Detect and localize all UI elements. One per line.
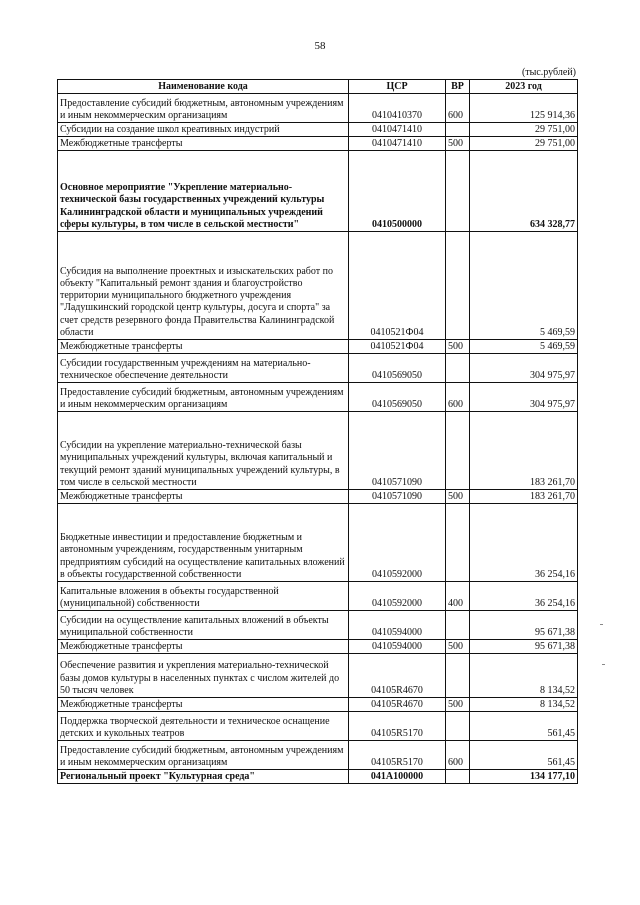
row-vr bbox=[446, 412, 470, 490]
row-vr bbox=[446, 611, 470, 640]
row-name: Субсидии на осуществление капитальных вложений в объекты муниципальной собственности bbox=[58, 611, 349, 640]
row-vr: 500 bbox=[446, 640, 470, 654]
table-row bbox=[58, 490, 578, 504]
row-vr: 600 bbox=[446, 383, 470, 412]
row-csr: 0410571090 bbox=[349, 490, 446, 504]
row-amount: 95 671,38 bbox=[470, 640, 578, 654]
row-name: Субсидии на укрепление материально-технической базы муниципальных учреждений культуры, включая капитальный и текущий ремонт зданий муниципальных учреждений культуры, в том числе в сельской местности bbox=[58, 412, 349, 490]
row-amount: 125 914,36 bbox=[470, 94, 578, 123]
row-amount: 561,45 bbox=[470, 741, 578, 770]
row-amount: 36 254,16 bbox=[470, 582, 578, 611]
row-amount: 8 134,52 bbox=[470, 698, 578, 712]
row-csr: 0410569050 bbox=[349, 383, 446, 412]
row-name: Субсидия на выполнение проектных и изыскательских работ по объекту "Капитальный ремонт здания и благоустройство территории муниципального бюджетного учреждения "Ладушкинский городской центр культуры, досуга и спорта" за счет средств резервного фонда Правительства Калининградской области bbox=[58, 232, 349, 340]
table-row bbox=[58, 698, 578, 712]
row-amount: 134 177,10 bbox=[470, 770, 578, 784]
row-csr: 0410594000 bbox=[349, 640, 446, 654]
row-csr: 0410592000 bbox=[349, 582, 446, 611]
header-name: Наименование кода bbox=[58, 80, 349, 94]
row-vr bbox=[446, 712, 470, 741]
row-name: Межбюджетные трансферты bbox=[58, 490, 349, 504]
row-name: Предоставление субсидий бюджетным, автономным учреждениям и иным некоммерческим организациям bbox=[58, 741, 349, 770]
table-row bbox=[58, 640, 578, 654]
row-name: Основное мероприятие "Укрепление материально-технической базы государственных учреждений культуры Калининградской области и муниципальных учреждений сферы культуры, в том числе в сельской местности" bbox=[58, 151, 349, 232]
row-name: Субсидии на создание школ креативных индустрий bbox=[58, 123, 349, 137]
row-name: Межбюджетные трансферты bbox=[58, 340, 349, 354]
table-row bbox=[58, 582, 578, 611]
table-row bbox=[58, 137, 578, 151]
scan-speck bbox=[602, 664, 605, 665]
row-amount: 29 751,00 bbox=[470, 123, 578, 137]
row-name: Обеспечение развития и укрепления материально-технической базы домов культуры в населенных пунктах с числом жителей до 50 тысяч человек bbox=[58, 654, 349, 698]
row-name: Межбюджетные трансферты bbox=[58, 698, 349, 712]
row-csr: 0410471410 bbox=[349, 123, 446, 137]
table-row bbox=[58, 340, 578, 354]
row-amount: 183 261,70 bbox=[470, 412, 578, 490]
row-name: Капитальные вложения в объекты государственной (муниципальной) собственности bbox=[58, 582, 349, 611]
row-csr: 0410569050 bbox=[349, 354, 446, 383]
table-row bbox=[58, 504, 578, 582]
row-csr: 0410410370 bbox=[349, 94, 446, 123]
row-name: Субсидии государственным учреждениям на материально-техническое обеспечение деятельности bbox=[58, 354, 349, 383]
table-row bbox=[58, 611, 578, 640]
row-vr: 600 bbox=[446, 94, 470, 123]
row-csr: 04105R5170 bbox=[349, 712, 446, 741]
row-name: Бюджетные инвестиции и предоставление бюджетным и автономным учреждениям, государственным унитарным предприятиям субсидий на осуществление капитальных вложений в объекты государственной собственности bbox=[58, 504, 349, 582]
row-vr: 500 bbox=[446, 137, 470, 151]
row-vr: 500 bbox=[446, 490, 470, 504]
row-name: Поддержка творческой деятельности и техническое оснащение детских и кукольных театров bbox=[58, 712, 349, 741]
row-name: Предоставление субсидий бюджетным, автономным учреждениям и иным некоммерческим организациям bbox=[58, 383, 349, 412]
row-csr: 0410592000 bbox=[349, 504, 446, 582]
row-name: Межбюджетные трансферты bbox=[58, 137, 349, 151]
row-amount: 5 469,59 bbox=[470, 232, 578, 340]
row-amount: 183 261,70 bbox=[470, 490, 578, 504]
table-row bbox=[58, 354, 578, 383]
row-vr bbox=[446, 654, 470, 698]
row-csr: 04105R5170 bbox=[349, 741, 446, 770]
table-row bbox=[58, 412, 578, 490]
row-csr: 0410571090 bbox=[349, 412, 446, 490]
table-row bbox=[58, 123, 578, 137]
header-csr: ЦСР bbox=[349, 80, 446, 94]
row-csr: 04105R4670 bbox=[349, 654, 446, 698]
row-amount: 8 134,52 bbox=[470, 654, 578, 698]
row-vr: 600 bbox=[446, 741, 470, 770]
scan-speck bbox=[600, 624, 603, 625]
row-vr bbox=[446, 123, 470, 137]
header-vr: ВР bbox=[446, 80, 470, 94]
row-csr: 04105R4670 bbox=[349, 698, 446, 712]
row-amount: 36 254,16 bbox=[470, 504, 578, 582]
row-csr: 0410594000 bbox=[349, 611, 446, 640]
row-vr: 500 bbox=[446, 698, 470, 712]
row-vr bbox=[446, 770, 470, 784]
table-row bbox=[58, 151, 578, 232]
row-name: Предоставление субсидий бюджетным, автономным учреждениям и иным некоммерческим организациям bbox=[58, 94, 349, 123]
table-row bbox=[58, 741, 578, 770]
table-row bbox=[58, 232, 578, 340]
row-name: Межбюджетные трансферты bbox=[58, 640, 349, 654]
row-vr bbox=[446, 151, 470, 232]
page-number: 58 bbox=[314, 40, 326, 52]
row-amount: 95 671,38 bbox=[470, 611, 578, 640]
table-row bbox=[58, 94, 578, 123]
table-row bbox=[58, 712, 578, 741]
table-header-row bbox=[58, 80, 578, 94]
row-amount: 561,45 bbox=[470, 712, 578, 741]
table-row bbox=[58, 383, 578, 412]
units-label: (тыс.рублей) bbox=[521, 67, 576, 78]
table-row bbox=[58, 654, 578, 698]
row-amount: 304 975,97 bbox=[470, 383, 578, 412]
table-row bbox=[58, 770, 578, 784]
row-vr: 500 bbox=[446, 340, 470, 354]
row-amount: 5 469,59 bbox=[470, 340, 578, 354]
row-csr: 0410471410 bbox=[349, 137, 446, 151]
budget-table bbox=[57, 79, 578, 784]
row-vr: 400 bbox=[446, 582, 470, 611]
row-name: Региональный проект "Культурная среда" bbox=[58, 770, 349, 784]
row-vr bbox=[446, 504, 470, 582]
row-csr: 0410500000 bbox=[349, 151, 446, 232]
header-amount: 2023 год bbox=[470, 80, 578, 94]
row-csr: 0410521Ф04 bbox=[349, 232, 446, 340]
row-amount: 634 328,77 bbox=[470, 151, 578, 232]
row-csr: 041A100000 bbox=[349, 770, 446, 784]
row-amount: 304 975,97 bbox=[470, 354, 578, 383]
row-vr bbox=[446, 232, 470, 340]
row-csr: 0410521Ф04 bbox=[349, 340, 446, 354]
row-amount: 29 751,00 bbox=[470, 137, 578, 151]
row-vr bbox=[446, 354, 470, 383]
